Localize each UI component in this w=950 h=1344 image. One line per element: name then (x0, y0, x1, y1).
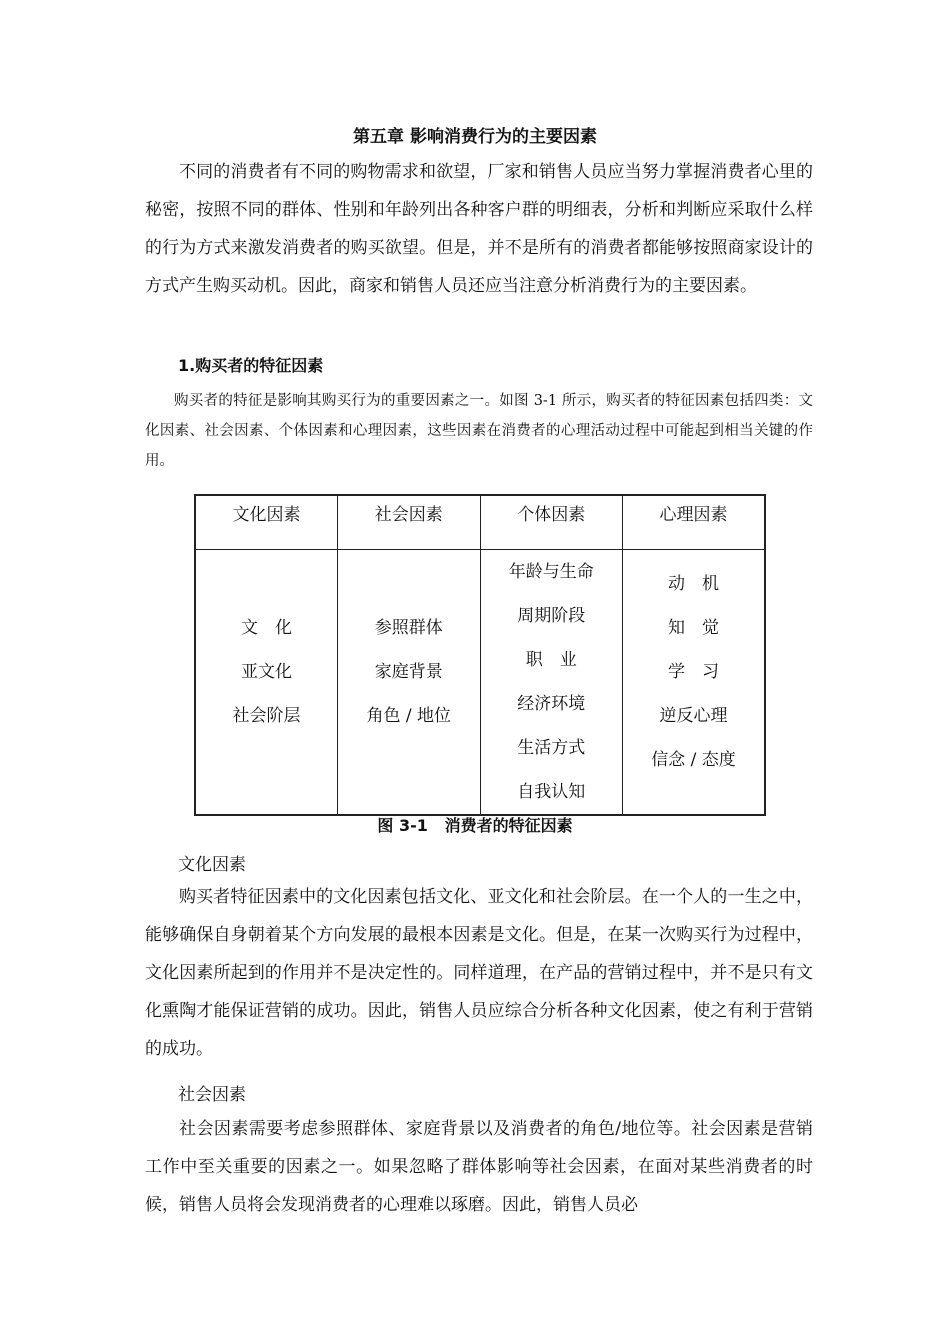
table-header-psychological: 心理因素 (623, 495, 766, 550)
list-item: 文 化 (241, 618, 292, 638)
list-item: 年龄与生命 (508, 562, 594, 582)
figure-caption: 图 3-1 消费者的特征因素 (377, 816, 573, 835)
list-item: 信念 / 态度 (651, 750, 736, 770)
section-heading-buyer-traits: 1.购买者的特征因素 (178, 356, 324, 375)
list-item: 周期阶段 (517, 606, 586, 626)
list-item: 职 业 (525, 650, 577, 670)
subsection-heading-culture: 文化因素 (178, 855, 246, 875)
list-item: 亚文化 (241, 662, 292, 682)
table-cell-culture (195, 550, 338, 816)
table-header-social: 社会因素 (338, 495, 481, 550)
list-item: 经济环境 (517, 694, 586, 714)
chapter-title: 第五章 影响消费行为的主要因素 (353, 127, 597, 147)
table-cell-psychological (623, 550, 766, 816)
list-item: 生活方式 (517, 738, 586, 758)
table-header-individual: 个体因素 (480, 495, 623, 550)
list-item: 参照群体 (374, 618, 443, 638)
list-item: 角色 / 地位 (366, 706, 452, 726)
list-item: 自我认知 (517, 782, 586, 802)
subsection-heading-social: 社会因素 (178, 1085, 246, 1105)
list-item: 动 机 (668, 574, 719, 594)
list-item: 社会阶层 (232, 706, 301, 726)
social-paragraph: 社会因素需要考虑参照群体、家庭背景以及消费者的角色/地位等。社会因素是营销工作中至关重要的因素之一。如果忽略了群体影响等社会因素，在面对某些消费者的时候，销售人员将会发现消费者的心理难以琢磨。因此，销售人员必 (145, 1119, 813, 1215)
table-header-culture: 文化因素 (195, 495, 338, 550)
buyer-traits-figure-table (194, 494, 766, 816)
section1-paragraph: 购买者的特征是影响其购买行为的重要因素之一。如图 3-1 所示，购买者的特征因素包括四类：文化因素、社会因素、个体因素和心理因素，这些因素在消费者的心理活动过程中可能起到相当关键的作用。 (145, 393, 813, 469)
list-item: 知 觉 (668, 618, 719, 638)
list-item: 逆反心理 (659, 706, 728, 726)
list-item: 家庭背景 (374, 662, 443, 682)
table-cell-individual (480, 550, 623, 816)
list-item: 学 习 (668, 662, 719, 682)
table-cell-social (338, 550, 481, 816)
intro-paragraph: 不同的消费者有不同的购物需求和欲望，厂家和销售人员应当努力掌握消费者心里的秘密，按照不同的群体、性别和年龄列出各种客户群的明细表，分析和判断应采取什么样的行为方式来激发消费者的购买欲望。但是，并不是所有的消费者都能够按照商家设计的方式产生购买动机。因此，商家和销售人员还应当注意分析消费行为的主要因素。 (145, 162, 813, 296)
culture-paragraph: 购买者特征因素中的文化因素包括文化、亚文化和社会阶层。在一个人的一生之中，能够确保自身朝着某个方向发展的最根本因素是文化。但是，在某一次购买行为过程中，文化因素所起到的作用并不是决定性的。同样道理，在产品的营销过程中，并不是只有文化熏陶才能保证营销的成功。因此，销售人员应综合分析各种文化因素，使之有利于营销的成功。 (145, 887, 813, 1059)
